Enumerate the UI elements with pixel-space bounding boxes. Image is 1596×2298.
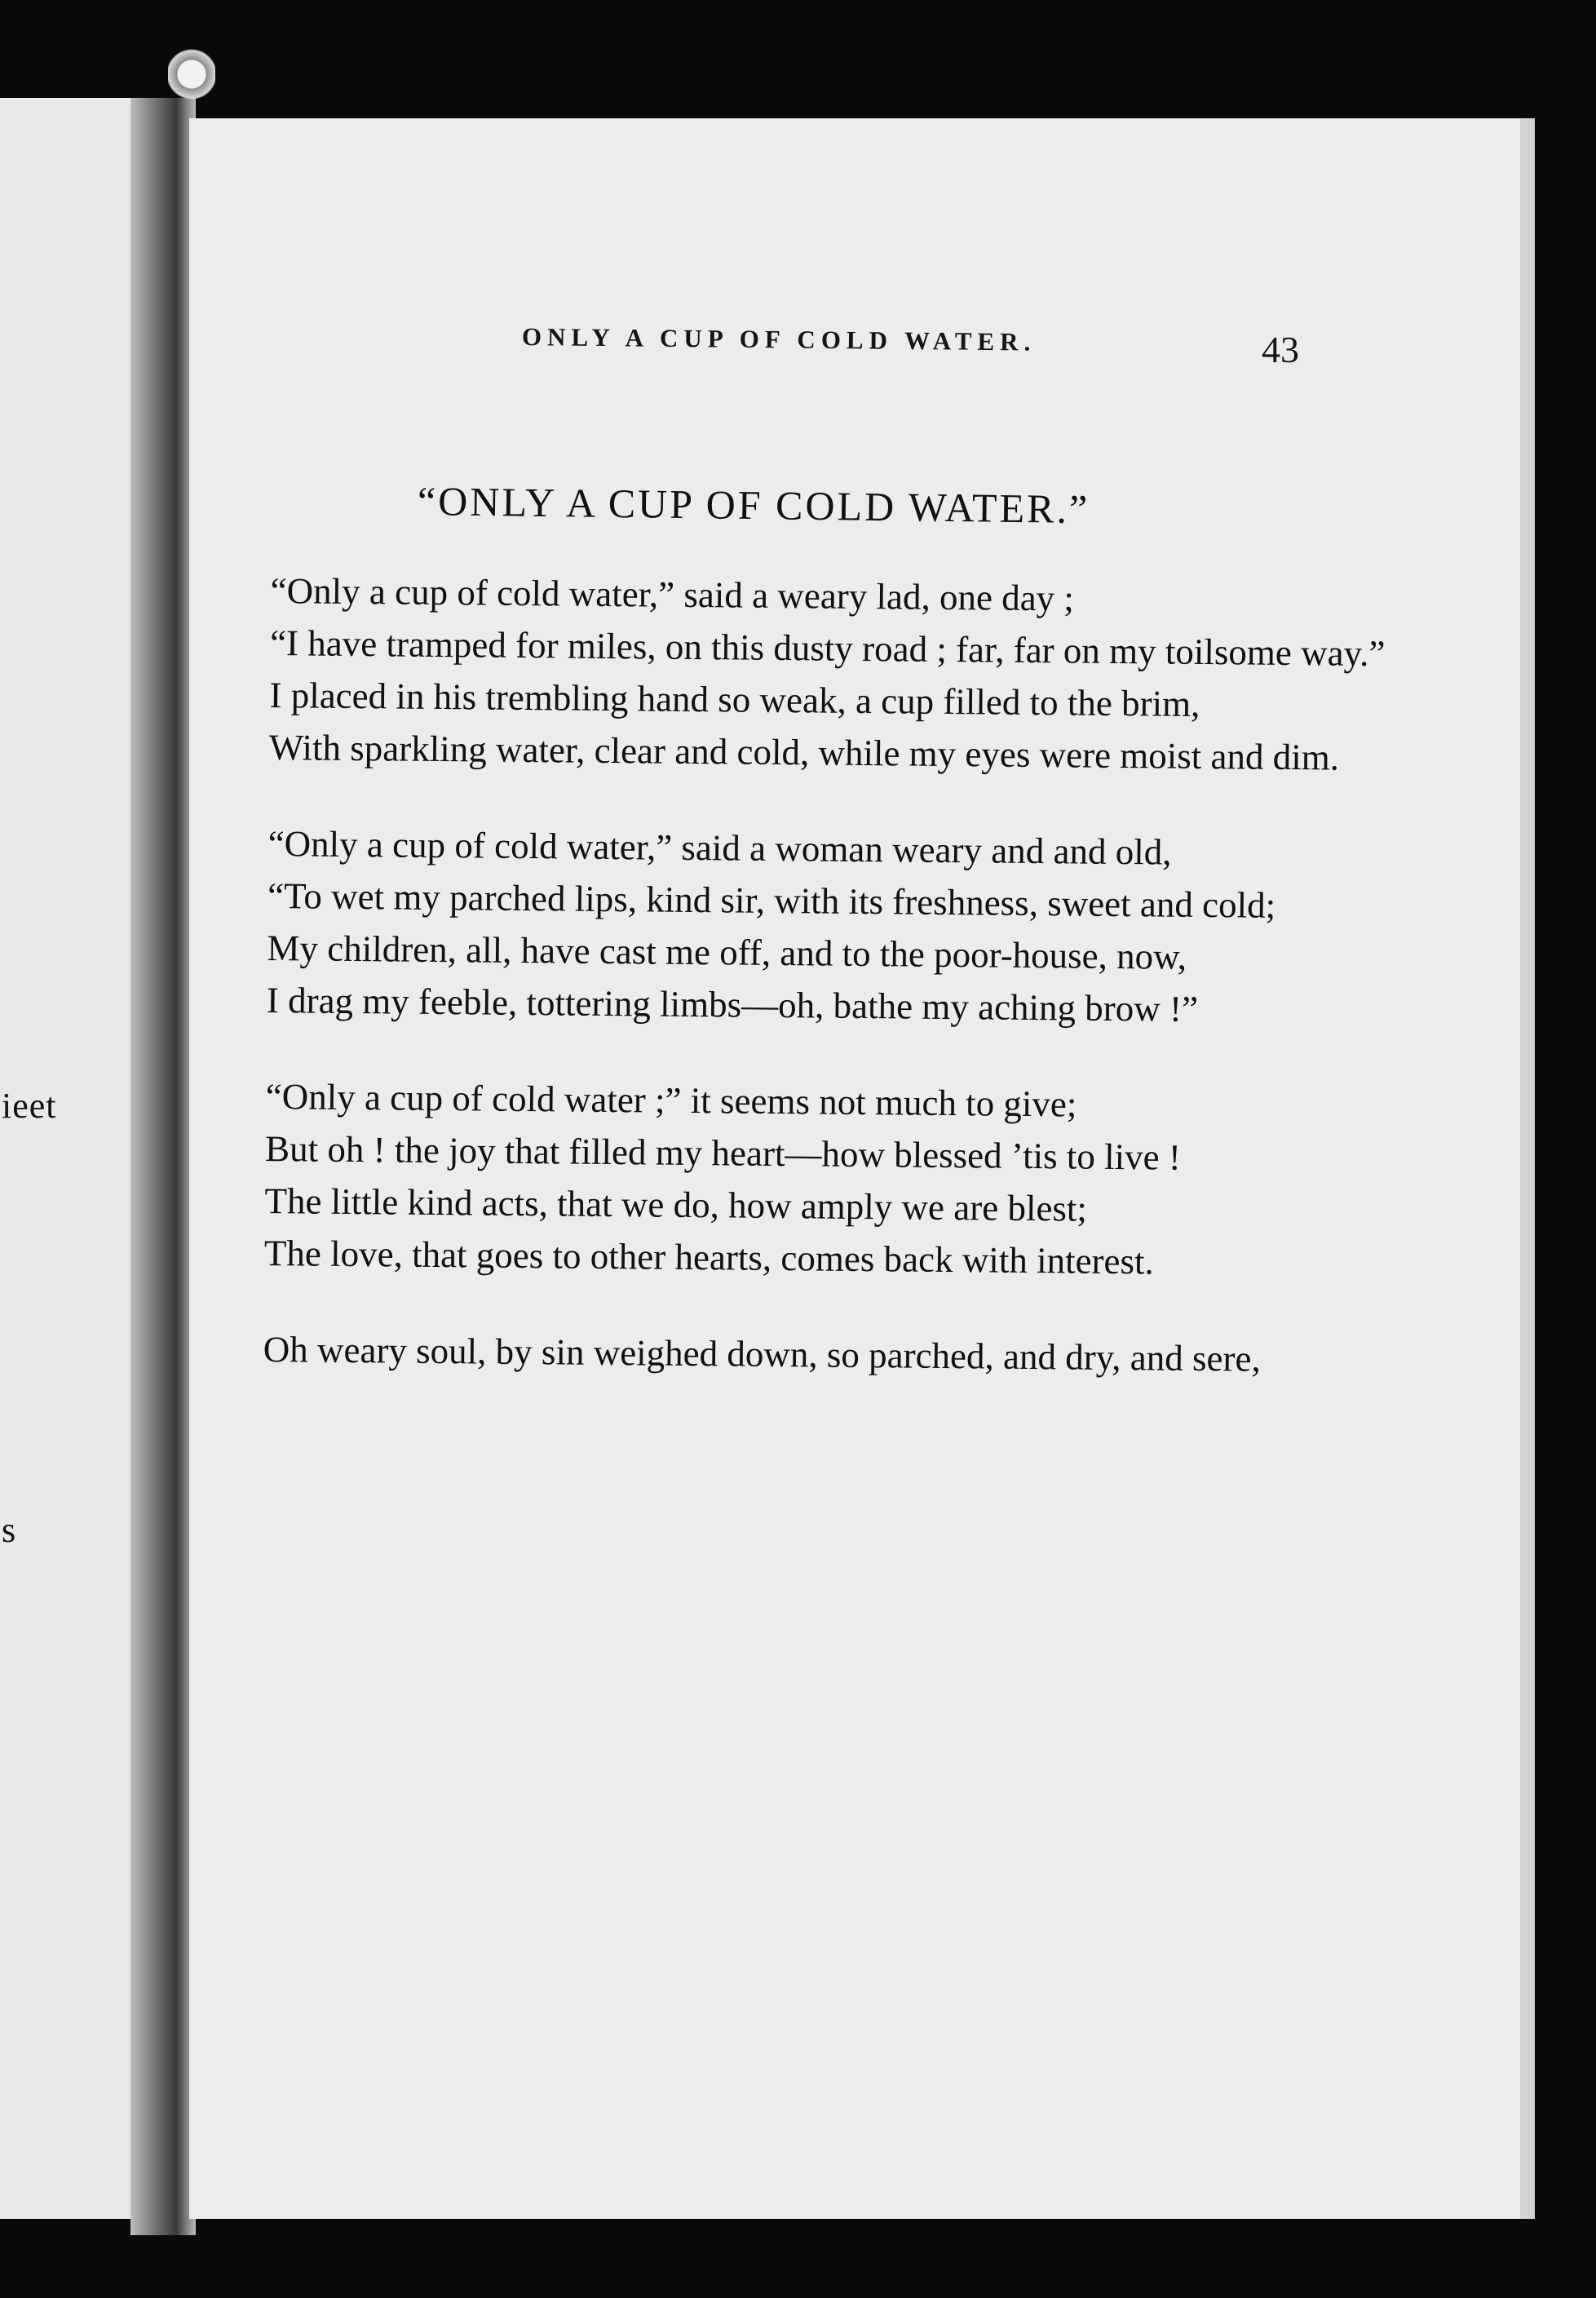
book-gutter: [130, 98, 196, 2235]
left-page-text-fragment: s: [2, 1510, 17, 1550]
stanza: [269, 565, 1429, 784]
poem-line: “I have tramped for miles, on this dusty road ; far, far on my toilsome way.”: [269, 622, 1386, 675]
poem-line: I drag my feeble, tottering limbs—oh, bathe my aching brow !”: [266, 979, 1199, 1029]
running-head: ONLY A CUP OF COLD WATER.: [521, 322, 1037, 356]
poem-line: But oh ! the joy that filled my heart—how blessed ’tis to live !: [264, 1127, 1182, 1178]
binding-mark: [168, 41, 215, 108]
stanza: [264, 1071, 1424, 1290]
poem-line: “Only a cup of cold water ;” it seems not much to give;: [265, 1075, 1077, 1125]
left-page-text-fragment: ieet: [2, 1086, 57, 1126]
poem-line: I placed in his trembling hand so weak, a cup filled to the brim,: [269, 674, 1200, 724]
poem-title: “ONLY A CUP OF COLD WATER.”: [417, 478, 1090, 533]
poem-line: The little kind acts, that we do, how amply we are blest;: [264, 1180, 1088, 1229]
poem-body: [263, 565, 1429, 1432]
poem-line: Oh weary soul, by sin weighed down, so parched, and dry, and sere,: [263, 1328, 1261, 1379]
book-page: [189, 118, 1535, 2219]
poem-line: My children, all, have cast me off, and to the poor-house, now,: [267, 927, 1187, 977]
stanza: [263, 1324, 1421, 1386]
page-number: 43: [1262, 329, 1299, 370]
poem-line: “To wet my parched lips, kind sir, with its freshness, sweet and cold;: [267, 874, 1276, 926]
poem-line: With sparkling water, clear and cold, while my eyes were moist and dim.: [268, 726, 1340, 778]
poem-line: The love, that goes to other hearts, comes back with interest.: [263, 1232, 1155, 1282]
poem-line: “Only a cup of cold water,” said a woman weary and and old,: [267, 822, 1172, 873]
poem-line: “Only a cup of cold water,” said a weary lad, one day ;: [270, 569, 1075, 619]
stanza: [267, 818, 1426, 1037]
